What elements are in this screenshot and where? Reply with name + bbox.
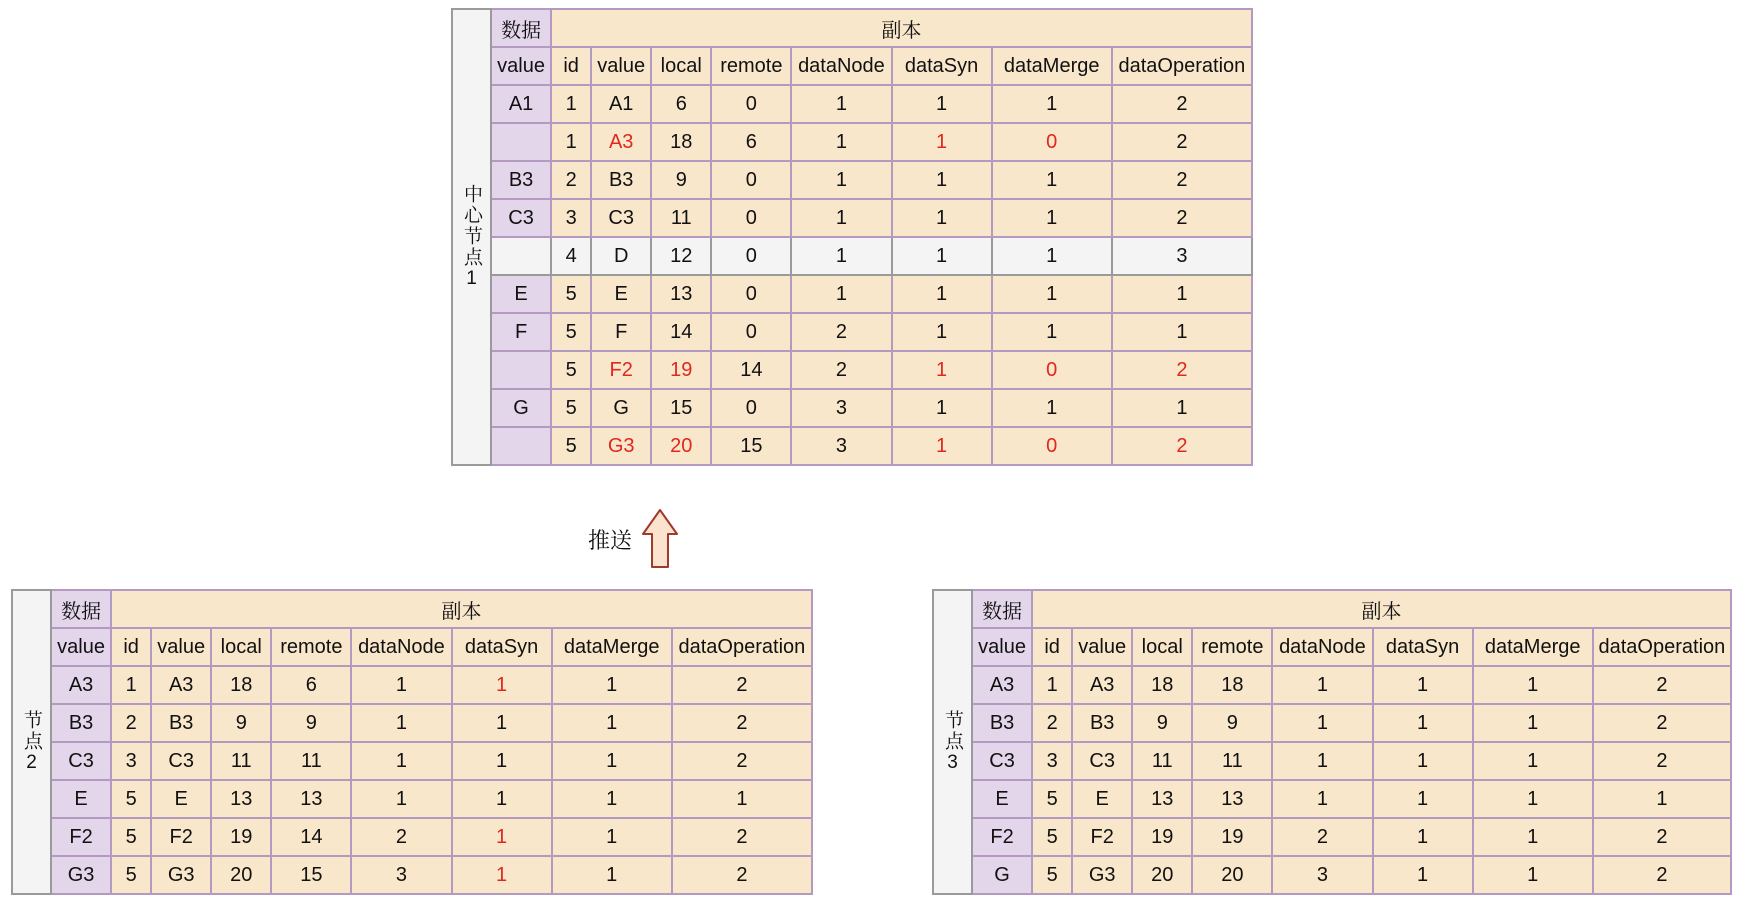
replica-cell-remote: 6	[271, 666, 351, 704]
column-header-dataoperation: dataOperation	[1593, 628, 1731, 666]
value-cell: C3	[972, 742, 1032, 780]
replica-cell-local: 15	[651, 389, 711, 427]
replica-cell-datamerge: 1	[1473, 704, 1593, 742]
replica-cell-datanode: 2	[1272, 818, 1372, 856]
column-header-datanode: dataNode	[1272, 628, 1372, 666]
column-header-value: value	[1072, 628, 1132, 666]
column-header-id: id	[551, 47, 591, 85]
replica-cell-dataoperation: 2	[1593, 818, 1731, 856]
replica-cell-dataoperation: 2	[1112, 351, 1252, 389]
replica-cell-remote: 13	[271, 780, 351, 818]
column-header-datasyn: dataSyn	[892, 47, 992, 85]
replica-cell-dataoperation: 2	[1593, 856, 1731, 894]
node-label: 节点2	[12, 590, 51, 894]
replica-cell-datamerge: 1	[1473, 666, 1593, 704]
replica-cell-datamerge: 1	[992, 313, 1112, 351]
replica-cell-value: F2	[591, 351, 651, 389]
replica-cell-datamerge: 1	[552, 780, 672, 818]
column-header-dataoperation: dataOperation	[672, 628, 812, 666]
replica-cell-datanode: 1	[1272, 780, 1372, 818]
replica-cell-local: 14	[651, 313, 711, 351]
replica-cell-datanode: 1	[791, 237, 891, 275]
replica-cell-datasyn: 1	[892, 389, 992, 427]
column-header-id: id	[1032, 628, 1072, 666]
replica-cell-datasyn: 1	[892, 85, 992, 123]
replica-cell-id: 3	[551, 199, 591, 237]
replica-header: 副本	[111, 590, 812, 628]
replica-cell-datasyn: 1	[892, 351, 992, 389]
replica-cell-local: 13	[211, 780, 271, 818]
replica-cell-dataoperation: 1	[1112, 313, 1252, 351]
replica-cell-remote: 0	[711, 199, 791, 237]
column-header-row	[12, 628, 812, 666]
column-header-datanode: dataNode	[791, 47, 891, 85]
replica-cell-datanode: 1	[351, 704, 451, 742]
replica-cell-id: 5	[1032, 856, 1072, 894]
replica-cell-datasyn: 1	[452, 666, 552, 704]
replica-cell-value: E	[591, 275, 651, 313]
replica-cell-datanode: 1	[791, 123, 891, 161]
replica-cell-value: A3	[591, 123, 651, 161]
replica-cell-datanode: 1	[791, 161, 891, 199]
table-row	[452, 199, 1252, 237]
replica-cell-id: 3	[1032, 742, 1072, 780]
replica-cell-remote: 15	[711, 427, 791, 465]
column-header-datamerge: dataMerge	[992, 47, 1112, 85]
replica-cell-value: C3	[151, 742, 211, 780]
replica-cell-datamerge: 1	[992, 199, 1112, 237]
replica-cell-datamerge: 1	[1473, 742, 1593, 780]
replica-cell-dataoperation: 2	[1593, 742, 1731, 780]
replica-cell-datamerge: 1	[1473, 856, 1593, 894]
replica-cell-remote: 14	[271, 818, 351, 856]
replica-cell-dataoperation: 1	[1593, 780, 1731, 818]
replica-cell-remote: 14	[711, 351, 791, 389]
replica-cell-id: 5	[551, 427, 591, 465]
replica-cell-dataoperation: 2	[672, 704, 812, 742]
replica-cell-datamerge: 0	[992, 351, 1112, 389]
value-cell: F	[491, 313, 551, 351]
replica-cell-value: B3	[591, 161, 651, 199]
replica-cell-value: G3	[1072, 856, 1132, 894]
table-row	[452, 389, 1252, 427]
replica-cell-local: 9	[1132, 704, 1192, 742]
replica-cell-datanode: 2	[791, 313, 891, 351]
replica-cell-datamerge: 0	[992, 123, 1112, 161]
column-header-local: local	[211, 628, 271, 666]
value-cell: C3	[491, 199, 551, 237]
center-node-table	[451, 8, 1253, 466]
replica-cell-id: 1	[1032, 666, 1072, 704]
replica-cell-remote: 0	[711, 85, 791, 123]
value-cell: G3	[51, 856, 111, 894]
replica-cell-datamerge: 1	[552, 818, 672, 856]
replica-cell-remote: 0	[711, 313, 791, 351]
table-row	[452, 351, 1252, 389]
replica-cell-datamerge: 1	[552, 704, 672, 742]
replica-cell-value: E	[151, 780, 211, 818]
value-cell: G	[972, 856, 1032, 894]
replica-cell-value: A3	[1072, 666, 1132, 704]
replica-cell-local: 11	[1132, 742, 1192, 780]
data-header: 数据	[972, 590, 1032, 628]
replica-cell-dataoperation: 3	[1112, 237, 1252, 275]
replica-cell-dataoperation: 2	[1112, 427, 1252, 465]
replica-cell-datasyn: 1	[452, 856, 552, 894]
value-cell: E	[51, 780, 111, 818]
column-header-datanode: dataNode	[351, 628, 451, 666]
column-header-remote: remote	[711, 47, 791, 85]
replica-cell-datanode: 2	[351, 818, 451, 856]
replica-cell-remote: 11	[1192, 742, 1272, 780]
replica-cell-datanode: 1	[791, 275, 891, 313]
replica-cell-id: 5	[111, 818, 151, 856]
replica-cell-id: 5	[551, 275, 591, 313]
value-column-header: value	[491, 47, 551, 85]
value-cell: A3	[51, 666, 111, 704]
column-header-remote: remote	[271, 628, 351, 666]
replica-cell-datanode: 1	[791, 85, 891, 123]
replica-cell-local: 19	[651, 351, 711, 389]
column-header-value: value	[151, 628, 211, 666]
column-header-remote: remote	[1192, 628, 1272, 666]
value-cell: F2	[972, 818, 1032, 856]
replica-cell-local: 9	[211, 704, 271, 742]
replica-cell-dataoperation: 1	[672, 780, 812, 818]
value-cell: A3	[972, 666, 1032, 704]
replica-cell-value: F	[591, 313, 651, 351]
replica-cell-local: 20	[1132, 856, 1192, 894]
replica-cell-datasyn: 1	[1373, 742, 1473, 780]
table-row	[12, 856, 812, 894]
table-row	[452, 85, 1252, 123]
value-column-header: value	[972, 628, 1032, 666]
replica-cell-id: 5	[1032, 780, 1072, 818]
node-label: 节点3	[933, 590, 972, 894]
replica-cell-datanode: 3	[791, 427, 891, 465]
replica-cell-remote: 13	[1192, 780, 1272, 818]
replica-cell-id: 1	[111, 666, 151, 704]
replica-cell-local: 13	[651, 275, 711, 313]
replica-cell-id: 5	[551, 313, 591, 351]
replica-cell-datasyn: 1	[1373, 780, 1473, 818]
header-row	[933, 590, 1731, 628]
replica-cell-id: 3	[111, 742, 151, 780]
replica-cell-datasyn: 1	[892, 427, 992, 465]
table-row	[12, 780, 812, 818]
replica-cell-remote: 0	[711, 237, 791, 275]
column-header-datasyn: dataSyn	[1373, 628, 1473, 666]
replica-cell-datasyn: 1	[892, 123, 992, 161]
replica-cell-value: G	[591, 389, 651, 427]
replica-cell-id: 5	[111, 856, 151, 894]
column-header-id: id	[111, 628, 151, 666]
replica-cell-datanode: 3	[1272, 856, 1372, 894]
table-row	[933, 818, 1731, 856]
replica-cell-datanode: 2	[791, 351, 891, 389]
replica-cell-remote: 6	[711, 123, 791, 161]
replica-cell-id: 1	[551, 123, 591, 161]
table-row	[12, 704, 812, 742]
replica-cell-id: 5	[111, 780, 151, 818]
column-header-datasyn: dataSyn	[452, 628, 552, 666]
replica-cell-datamerge: 1	[1473, 818, 1593, 856]
replica-cell-datasyn: 1	[892, 237, 992, 275]
replica-cell-datanode: 1	[1272, 704, 1372, 742]
replica-cell-value: G3	[591, 427, 651, 465]
value-cell	[491, 237, 551, 275]
replica-cell-datanode: 3	[791, 389, 891, 427]
replica-cell-dataoperation: 2	[1112, 199, 1252, 237]
replica-cell-datasyn: 1	[1373, 666, 1473, 704]
value-cell: B3	[972, 704, 1032, 742]
replica-cell-value: C3	[1072, 742, 1132, 780]
replica-cell-id: 2	[111, 704, 151, 742]
replica-cell-dataoperation: 2	[672, 856, 812, 894]
replica-cell-datamerge: 1	[992, 237, 1112, 275]
replica-cell-value: A3	[151, 666, 211, 704]
replica-cell-value: A1	[591, 85, 651, 123]
replica-cell-remote: 0	[711, 389, 791, 427]
replica-header: 副本	[551, 9, 1252, 47]
replica-cell-value: F2	[151, 818, 211, 856]
table-row	[933, 780, 1731, 818]
replica-cell-datasyn: 1	[452, 742, 552, 780]
header-row	[452, 9, 1252, 47]
value-cell: C3	[51, 742, 111, 780]
replica-cell-local: 6	[651, 85, 711, 123]
replica-cell-value: G3	[151, 856, 211, 894]
value-cell: E	[972, 780, 1032, 818]
value-cell	[491, 123, 551, 161]
column-header-dataoperation: dataOperation	[1112, 47, 1252, 85]
replica-cell-dataoperation: 1	[1112, 275, 1252, 313]
replica-cell-datasyn: 1	[892, 275, 992, 313]
replica-cell-datanode: 1	[791, 199, 891, 237]
replica-cell-datamerge: 1	[992, 275, 1112, 313]
table-row	[452, 427, 1252, 465]
value-cell: F2	[51, 818, 111, 856]
table-row	[12, 742, 812, 780]
replica-cell-local: 20	[651, 427, 711, 465]
header-row	[12, 590, 812, 628]
table-row	[452, 161, 1252, 199]
table-row	[452, 123, 1252, 161]
replica-cell-local: 11	[651, 199, 711, 237]
column-header-row	[933, 628, 1731, 666]
value-cell: A1	[491, 85, 551, 123]
replica-cell-remote: 11	[271, 742, 351, 780]
table-row	[933, 742, 1731, 780]
replica-cell-datasyn: 1	[892, 313, 992, 351]
node-label: 中心节点1	[452, 9, 491, 465]
replica-cell-remote: 20	[1192, 856, 1272, 894]
push-arrow-icon	[640, 508, 680, 570]
replica-cell-remote: 0	[711, 161, 791, 199]
push-label: 推送	[588, 529, 633, 554]
replica-cell-remote: 19	[1192, 818, 1272, 856]
replica-cell-remote: 18	[1192, 666, 1272, 704]
replica-cell-datasyn: 1	[892, 161, 992, 199]
table-row	[452, 275, 1252, 313]
table-row	[933, 704, 1731, 742]
replica-cell-datasyn: 1	[1373, 856, 1473, 894]
replica-cell-value: B3	[151, 704, 211, 742]
value-cell: G	[491, 389, 551, 427]
data-header: 数据	[491, 9, 551, 47]
replica-cell-datanode: 1	[1272, 742, 1372, 780]
replica-cell-remote: 0	[711, 275, 791, 313]
replica-cell-local: 18	[211, 666, 271, 704]
replica-cell-datasyn: 1	[1373, 818, 1473, 856]
replica-cell-local: 18	[651, 123, 711, 161]
replica-cell-datamerge: 1	[552, 856, 672, 894]
column-header-local: local	[651, 47, 711, 85]
replica-header: 副本	[1032, 590, 1731, 628]
replica-cell-datanode: 1	[351, 780, 451, 818]
replica-cell-datamerge: 1	[1473, 780, 1593, 818]
replica-cell-datasyn: 1	[1373, 704, 1473, 742]
node2-table	[11, 589, 813, 895]
replica-cell-dataoperation: 2	[1593, 704, 1731, 742]
column-header-row	[452, 47, 1252, 85]
replica-cell-id: 2	[1032, 704, 1072, 742]
table-row	[12, 666, 812, 704]
value-column-header: value	[51, 628, 111, 666]
value-cell	[491, 351, 551, 389]
replica-cell-id: 5	[1032, 818, 1072, 856]
replica-cell-local: 19	[211, 818, 271, 856]
replica-cell-local: 11	[211, 742, 271, 780]
replica-cell-datanode: 1	[351, 742, 451, 780]
replica-cell-datamerge: 0	[992, 427, 1112, 465]
replica-cell-id: 1	[551, 85, 591, 123]
replica-cell-dataoperation: 2	[672, 742, 812, 780]
replica-cell-datamerge: 1	[992, 161, 1112, 199]
node3-table	[932, 589, 1732, 895]
replica-cell-id: 2	[551, 161, 591, 199]
replica-cell-dataoperation: 2	[1112, 161, 1252, 199]
table-row	[933, 856, 1731, 894]
replica-cell-id: 5	[551, 389, 591, 427]
replica-cell-datamerge: 1	[992, 389, 1112, 427]
table-row	[933, 666, 1731, 704]
replica-cell-dataoperation: 1	[1112, 389, 1252, 427]
replica-cell-datamerge: 1	[992, 85, 1112, 123]
replica-cell-dataoperation: 2	[1112, 85, 1252, 123]
column-header-datamerge: dataMerge	[1473, 628, 1593, 666]
value-cell	[491, 427, 551, 465]
replica-cell-remote: 9	[1192, 704, 1272, 742]
replica-cell-local: 18	[1132, 666, 1192, 704]
replica-cell-datanode: 1	[351, 666, 451, 704]
replica-cell-datasyn: 1	[452, 818, 552, 856]
replica-cell-local: 20	[211, 856, 271, 894]
replica-cell-dataoperation: 2	[672, 666, 812, 704]
replica-cell-dataoperation: 2	[1593, 666, 1731, 704]
value-cell: E	[491, 275, 551, 313]
replica-cell-local: 12	[651, 237, 711, 275]
replica-cell-id: 4	[551, 237, 591, 275]
column-header-value: value	[591, 47, 651, 85]
replica-cell-datasyn: 1	[892, 199, 992, 237]
replica-cell-datasyn: 1	[452, 704, 552, 742]
replica-cell-datasyn: 1	[452, 780, 552, 818]
table-row	[452, 237, 1252, 275]
replica-cell-value: E	[1072, 780, 1132, 818]
replica-cell-datanode: 3	[351, 856, 451, 894]
value-cell: B3	[491, 161, 551, 199]
replica-cell-value: C3	[591, 199, 651, 237]
replica-cell-local: 9	[651, 161, 711, 199]
table-row	[12, 818, 812, 856]
column-header-local: local	[1132, 628, 1192, 666]
replica-cell-dataoperation: 2	[1112, 123, 1252, 161]
replica-cell-value: D	[591, 237, 651, 275]
replica-cell-datanode: 1	[1272, 666, 1372, 704]
replica-cell-datamerge: 1	[552, 742, 672, 780]
replica-cell-value: F2	[1072, 818, 1132, 856]
replica-cell-dataoperation: 2	[672, 818, 812, 856]
replica-cell-local: 19	[1132, 818, 1192, 856]
replica-cell-remote: 15	[271, 856, 351, 894]
replica-cell-value: B3	[1072, 704, 1132, 742]
replica-cell-local: 13	[1132, 780, 1192, 818]
data-header: 数据	[51, 590, 111, 628]
table-row	[452, 313, 1252, 351]
column-header-datamerge: dataMerge	[552, 628, 672, 666]
replica-cell-remote: 9	[271, 704, 351, 742]
value-cell: B3	[51, 704, 111, 742]
replica-cell-id: 5	[551, 351, 591, 389]
replica-cell-datamerge: 1	[552, 666, 672, 704]
